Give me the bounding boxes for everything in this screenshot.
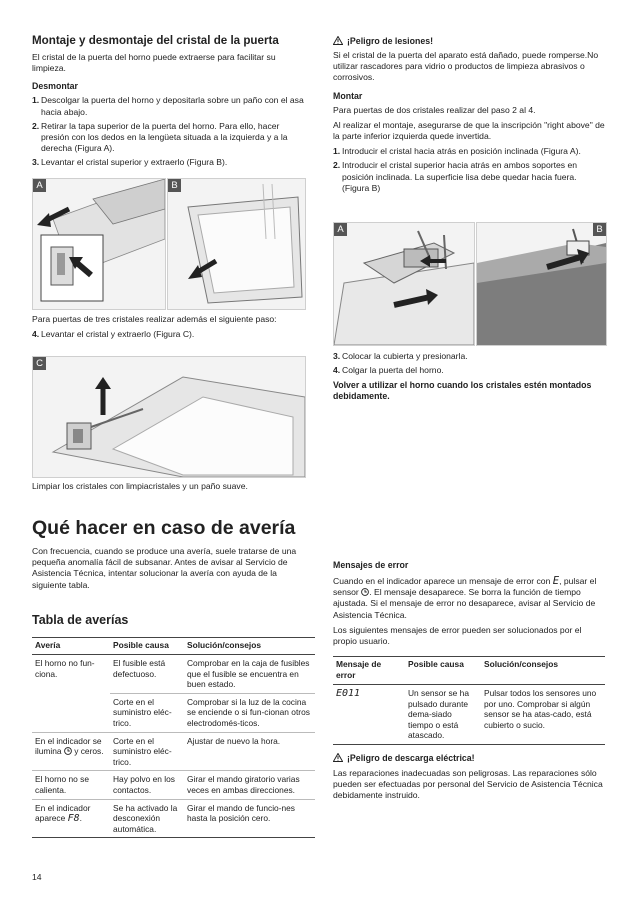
list-item: 2. Introducir el cristal superior hacia atrás en ambos soportes en posición inclinada. La superficie lisa debe quedar hacia fuera. (Figura B) xyxy=(333,160,578,193)
montar-heading: Montar xyxy=(333,90,363,101)
error-messages-section xyxy=(333,560,605,647)
section-glass-mounting xyxy=(333,36,605,194)
cause-cell: Hay polvo en los contactos. xyxy=(110,771,184,799)
list-item: 4. Colgar la puerta del horno. xyxy=(333,365,444,376)
warning-icon xyxy=(333,36,343,45)
fix-cell: Girar el mando giratorio varias veces en ambas direcciones. xyxy=(184,771,315,799)
figure-label: B xyxy=(593,223,606,236)
montar-intro: Para puertas de dos cristales realizar del paso 2 al 4. xyxy=(333,104,536,115)
step4-list xyxy=(32,329,304,340)
figure-c-illustration xyxy=(33,357,305,477)
figure-a-removal xyxy=(32,178,166,310)
montar-steps xyxy=(333,146,605,194)
cause-cell: Un sensor se ha pulsado durante dema-siado tiempo o está atascado. xyxy=(405,685,481,745)
clock-icon xyxy=(361,588,369,596)
section-glass-removal xyxy=(32,34,304,169)
table-row xyxy=(32,799,315,838)
column-header: Solución/consejos xyxy=(184,638,315,655)
fault-cell: En el indicador se ilumina y ceros. xyxy=(32,732,110,771)
clean-text: Limpiar los cristales con limpiacristales y un paño suave. xyxy=(32,481,248,491)
list-item: 3. Levantar el cristal superior y extraerlo (Figura B). xyxy=(32,157,228,168)
list-item: 1. Descolgar la puerta del horno y depositarla sobre un paño con el asa hacia abajo. xyxy=(32,95,304,117)
warning-electric-text: Las reparaciones inadecuadas son peligrosas. Las reparaciones sólo pueden ser efectuadas por personal del Servicio de Asistencia Técnica debidamente instruido. xyxy=(333,768,603,801)
warning-icon xyxy=(333,753,343,762)
error-code-cell: E011 xyxy=(333,685,405,745)
fault-cell: El horno no se calienta. xyxy=(32,771,110,799)
cause-cell: El fusible está defectuoso. xyxy=(110,655,184,694)
fix-cell: Comprobar en la caja de fusibles que el fusible se encuentra en buen estado. xyxy=(184,655,315,694)
list-item: 4. Levantar el cristal y extraerlo (Figura C). xyxy=(32,329,195,340)
montar-note: Al realizar el montaje, asegurarse de que la inscripción "right above" de la parte inferior izquierda quede invertida. xyxy=(333,119,605,142)
column-header: Mensaje de error xyxy=(333,657,405,685)
table-row xyxy=(32,655,315,694)
averia-intro: Con frecuencia, cuando se produce una avería, suele tratarse de una pequeña anomalía fácil de subsanar. Antes de avisar al Servicio de Asistencia Técnica, intentar solucionar la avería con ayuda de la siguiente tabla. xyxy=(32,546,297,590)
figure-label: A xyxy=(334,223,347,236)
list-item: 2. Retirar la tapa superior de la puerta del horno. Para ello, hacer presión con los dedos en la lengüeta situada a la izquierda y a la derecha (Figura A). xyxy=(32,120,288,154)
fix-cell: Comprobar si la luz de la cocina se enciende o si fun-cionan otros electrodomés-ticos. xyxy=(184,693,315,732)
clock-icon xyxy=(64,747,72,755)
figure-b-mounting xyxy=(476,222,607,346)
cause-cell: Corte en el suministro eléc-trico. xyxy=(110,732,184,771)
table-row xyxy=(32,732,315,771)
table-header-row xyxy=(32,638,315,655)
column-header: Posible causa xyxy=(405,657,481,685)
figure-c-removal xyxy=(32,356,306,478)
column-header: Avería xyxy=(32,638,110,655)
error-heading: Mensajes de error xyxy=(333,560,409,570)
figure-b-illustration xyxy=(168,179,305,309)
section-title: Montaje y desmontaje del cristal de la puerta xyxy=(32,34,279,47)
figure-label: A xyxy=(33,179,46,192)
warning-injury-title: ¡Peligro de lesiones! xyxy=(333,36,605,47)
table-header-row xyxy=(333,657,605,685)
cause-cell: Corte en el suministro eléc-trico. xyxy=(110,693,184,732)
error-table xyxy=(333,656,605,745)
fix-cell: Ajustar de nuevo la hora. xyxy=(184,732,315,771)
figure-a-mounting xyxy=(333,222,475,346)
table-row xyxy=(333,685,605,745)
column-header: Posible causa xyxy=(110,638,184,655)
three-glass-text: Para puertas de tres cristales realizar además el siguiente paso: xyxy=(32,314,277,324)
electric-warning xyxy=(333,753,605,802)
figure-label: B xyxy=(168,179,181,192)
fix-cell: Girar el mando de funcio-nes hasta la posición cero. xyxy=(184,799,315,838)
list-item: 1. Introducir el cristal hacia atrás en posición inclinada (Figura A). xyxy=(333,146,581,157)
figure-label: C xyxy=(33,357,46,370)
table-title: Tabla de averías xyxy=(32,613,129,627)
display-code: F8 xyxy=(67,813,80,825)
three-glass-section xyxy=(32,314,304,340)
warning-injury-text: Si el cristal de la puerta del aparato está dañado, puede romperse.No utilizar rascadores para vidrio o productos de limpieza abrasivos o corrosivos. xyxy=(333,50,599,83)
intro-text: El cristal de la puerta del horno puede extraerse para facilitar su limpieza. xyxy=(32,52,276,74)
warning-electric-title: ¡Peligro de descarga eléctrica! xyxy=(333,753,605,764)
fault-table xyxy=(32,637,315,838)
montar-steps-2 xyxy=(333,351,605,376)
cause-cell: Se ha activado la desconexión automática. xyxy=(110,799,184,838)
figure-a-illustration xyxy=(33,179,165,309)
final-note: Volver a utilizar el horno cuando los cristales estén montados debidamente. xyxy=(333,380,592,402)
desmontar-heading: Desmontar xyxy=(32,81,78,92)
error-text-2: Los siguientes mensajes de error pueden ser solucionados por el propio usuario. xyxy=(333,624,582,647)
page-number: 14 xyxy=(32,872,42,882)
fault-cell: El horno no fun-ciona. xyxy=(32,655,110,733)
figure-b-illustration xyxy=(477,223,606,345)
column-header: Solución/consejos xyxy=(481,657,605,685)
montar-final xyxy=(333,351,605,402)
figure-a-illustration xyxy=(334,223,474,345)
fix-cell: Pulsar todos los sensores uno por uno. Comprobar si algún sensor se ha atas-cado, está cubierto o sucio. xyxy=(481,685,605,745)
fault-cell: En el indicador aparece F8. xyxy=(32,799,110,838)
desmontar-steps xyxy=(32,95,304,168)
display-code: E xyxy=(552,575,560,587)
table-row xyxy=(32,771,315,799)
figure-b-removal xyxy=(167,178,306,310)
page-title: Qué hacer en caso de avería xyxy=(32,517,296,539)
list-item: 3. Colocar la cubierta y presionarla. xyxy=(333,351,468,361)
error-text: Cuando en el indicador aparece un mensaje de error con E, pulsar el sensor . El mensaje desaparece. Se borra la función de tiempo ajustada. Si el mensaje de error no desaparece, avisar al Servicio de Asistencia Técnica. xyxy=(333,575,597,620)
